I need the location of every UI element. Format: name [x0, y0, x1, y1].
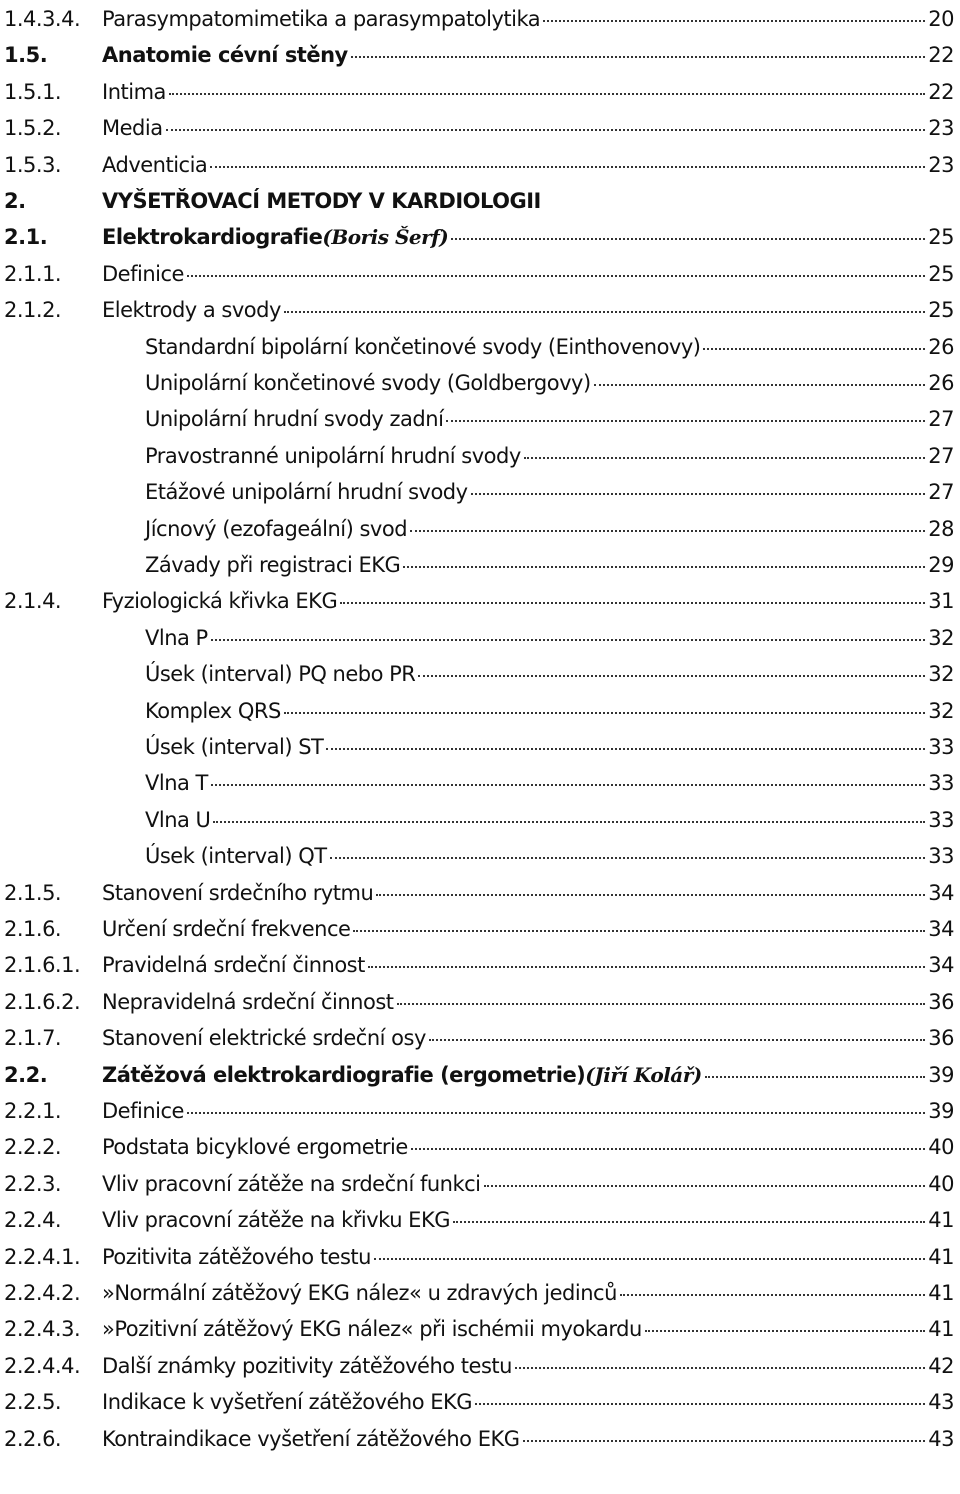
toc-entry-body: [145, 329, 954, 366]
toc-entry-number: 2.2.6.: [4, 1426, 62, 1451]
toc-entry-title: Podstata bicyklové ergometrie: [102, 1135, 408, 1160]
toc-entry-title: Zátěžová elektrokardiografie (ergometrie): [102, 1062, 586, 1087]
dot-leader: [705, 1076, 926, 1078]
toc-entry-page-number: 39: [928, 1099, 954, 1123]
toc-entry-body: [145, 693, 954, 730]
toc-entry-page-number: 41: [928, 1244, 954, 1269]
dot-leader: [211, 784, 925, 786]
toc-entry-number: 2.: [4, 189, 26, 213]
toc-entry: [0, 1093, 960, 1130]
toc-entry: [0, 37, 960, 74]
toc-entry-page-number: 32: [928, 625, 954, 650]
dot-leader: [451, 238, 925, 240]
toc-entry: [0, 256, 960, 293]
toc-entry-page-number: 40: [928, 1171, 954, 1196]
toc-entry-body: [145, 656, 954, 693]
dot-leader: [210, 166, 925, 168]
toc-entry-title: Další známky pozitivity zátěžového testu: [102, 1353, 512, 1378]
toc-entry: [0, 656, 960, 693]
dot-leader: [524, 457, 926, 459]
toc-entry-body: [145, 802, 954, 839]
toc-entry: [0, 765, 960, 802]
toc-entry-number: 2.1.6.1.: [4, 953, 81, 978]
toc-entry-title: Vliv pracovní zátěže na srdeční funkci: [102, 1171, 481, 1196]
toc-entry-body: [102, 74, 954, 111]
toc-entry-page-number: 43: [928, 1426, 954, 1451]
toc-entry: [0, 292, 960, 329]
toc-entry-title: Parasympatomimetika a parasympatolytika: [102, 7, 541, 31]
dot-leader: [703, 348, 925, 350]
toc-entry-title: Stanovení elektrické srdeční osy: [102, 1026, 426, 1051]
dot-leader: [411, 1148, 925, 1150]
toc-entry-number: 2.2.4.: [4, 1208, 62, 1233]
toc-entry-page-number: 25: [928, 298, 954, 323]
toc-entry-body: [102, 1020, 954, 1057]
toc-entry: [0, 911, 960, 948]
toc-entry: [0, 583, 960, 620]
toc-entry-page-number: 33: [928, 807, 954, 832]
toc-entry-title: Definice: [102, 1099, 184, 1123]
dot-leader: [374, 1258, 925, 1260]
dot-leader: [418, 675, 925, 677]
toc-entry-body: [102, 875, 954, 912]
toc-entry: [0, 729, 960, 766]
toc-entry-page-number: 26: [928, 371, 954, 395]
toc-entry: [0, 474, 960, 511]
toc-entry-number: 1.5.2.: [4, 116, 62, 141]
toc-entry-body: [145, 474, 954, 511]
toc-entry-page-number: 33: [928, 771, 954, 796]
toc-entry-number: 2.1.4.: [4, 589, 62, 614]
toc-entry-body: [102, 110, 954, 147]
dot-leader: [340, 602, 925, 604]
toc-entry-title: Jícnový (ezofageální) svod: [145, 516, 408, 541]
toc-entry-title: Unipolární končetinové svody (Goldbergovy): [145, 371, 591, 395]
toc-entry-body: [145, 765, 954, 802]
toc-entry-number: 2.1.: [4, 225, 48, 250]
toc-entry-number: 2.2.4.1.: [4, 1244, 81, 1269]
dot-leader: [543, 20, 925, 22]
dot-leader: [515, 1367, 925, 1369]
toc-entry-page-number: 34: [928, 880, 954, 905]
toc-entry-number: 1.4.3.4.: [4, 7, 81, 31]
toc-entry: [0, 947, 960, 984]
toc-entry-title: VYŠETŘOVACÍ METODY V KARDIOLOGII: [102, 189, 541, 213]
dot-leader: [169, 93, 925, 95]
toc-entry: [0, 547, 960, 584]
toc-entry-title: Úsek (interval) ST: [145, 735, 324, 759]
dot-leader: [330, 857, 926, 859]
toc-entry-number: 1.5.1.: [4, 79, 62, 104]
dot-leader: [353, 930, 925, 932]
toc-entry-title: Vlna P: [145, 625, 208, 650]
toc-entry-title: »Pozitivní zátěžový EKG nález« při ischémii myokardu: [102, 1317, 642, 1342]
dot-leader: [446, 420, 925, 422]
toc-entry-number: 2.2.4.2.: [4, 1281, 81, 1305]
toc-entry: [0, 1239, 960, 1276]
toc-entry-page-number: 34: [928, 917, 954, 941]
toc-entry-page-number: 27: [928, 407, 954, 432]
toc-entry-number: 2.1.5.: [4, 880, 62, 905]
toc-entry-body: [102, 1275, 954, 1312]
toc-entry-page-number: 39: [928, 1062, 954, 1087]
toc-entry-body: [145, 838, 954, 875]
toc-entry-page-number: 27: [928, 480, 954, 505]
toc-entry: [0, 401, 960, 438]
toc-entry-body: [145, 511, 954, 548]
toc-entry: [0, 693, 960, 730]
dot-leader: [484, 1185, 926, 1187]
toc-entry-page-number: 22: [928, 79, 954, 104]
toc-entry-body: [102, 1348, 954, 1385]
toc-entry-title: Úsek (interval) QT: [145, 844, 327, 869]
toc-entry-title: Pravidelná srdeční činnost: [102, 953, 365, 978]
toc-entry-title: Vlna U: [145, 807, 211, 832]
toc-entry: [0, 802, 960, 839]
toc-entry: [0, 1057, 960, 1094]
toc-entry-body: [145, 365, 954, 402]
toc-entry-page-number: 41: [928, 1208, 954, 1233]
toc-entry: [0, 1202, 960, 1239]
toc-entry-body: [102, 1166, 954, 1203]
toc-entry-body: [102, 1384, 954, 1421]
toc-entry-title: Pravostranné unipolární hrudní svody: [145, 443, 521, 468]
toc-entry-page-number: 25: [928, 225, 954, 250]
toc-entry-number: 2.1.2.: [4, 298, 62, 323]
dot-leader: [166, 129, 926, 131]
dot-leader: [187, 1112, 925, 1114]
toc-entry: [0, 74, 960, 111]
dot-leader: [213, 821, 925, 823]
toc-entry-number: 2.2.4.4.: [4, 1353, 81, 1378]
toc-entry-page-number: 29: [928, 553, 954, 577]
toc-entry: [0, 1348, 960, 1385]
dot-leader: [523, 1440, 926, 1442]
toc-entry-page-number: 42: [928, 1353, 954, 1378]
toc-entry-page-number: 32: [928, 662, 954, 687]
toc-entry-title: Indikace k vyšetření zátěžového EKG: [102, 1390, 473, 1415]
toc-entry-number: 2.2.4.3.: [4, 1317, 81, 1342]
toc-entry-body: [145, 729, 954, 766]
toc-entry-title: Pozitivita zátěžového testu: [102, 1244, 371, 1269]
toc-entry-body: [102, 1202, 954, 1239]
toc-entry-title: Media: [102, 116, 163, 141]
toc-entry-title: Nepravidelná srdeční činnost: [102, 989, 394, 1014]
toc-entry-title: Elektrokardiografie: [102, 225, 323, 250]
toc-entry-body: [102, 1057, 954, 1094]
toc-entry-title: Určení srdeční frekvence: [102, 917, 351, 941]
toc-entry-title: »Normální zátěžový EKG nález« u zdravých jedinců: [102, 1281, 617, 1305]
toc-entry: [0, 1311, 960, 1348]
toc-entry-title: Adventicia: [102, 152, 208, 177]
toc-entry-title: Definice: [102, 261, 184, 286]
dot-leader: [351, 56, 926, 58]
toc-entry: [0, 875, 960, 912]
toc-entry-page-number: 40: [928, 1135, 954, 1160]
toc-entry-body: [102, 292, 954, 329]
dot-leader: [211, 639, 926, 641]
toc-entry-number: 2.2.5.: [4, 1390, 62, 1415]
toc-entry-number: 2.1.6.2.: [4, 989, 81, 1014]
toc-entry-number: 2.2.2.: [4, 1135, 62, 1160]
toc-entry-body: [102, 256, 954, 293]
toc-entry: [0, 110, 960, 147]
toc-entry-body: [102, 1421, 954, 1458]
dot-leader: [368, 966, 925, 968]
toc-entry-number: 2.1.6.: [4, 917, 62, 941]
dot-leader: [471, 493, 926, 495]
toc-entry-body: [102, 183, 954, 220]
toc-entry: [0, 219, 960, 256]
dot-leader: [594, 384, 926, 386]
toc-entry-page-number: 23: [928, 152, 954, 177]
dot-leader: [397, 1003, 926, 1005]
toc-entry-body: [102, 947, 954, 984]
toc-entry: [0, 1166, 960, 1203]
toc-entry-title: Vlna T: [145, 771, 208, 796]
toc-entry-number: 2.2.: [4, 1062, 48, 1087]
toc-entry: [0, 183, 960, 220]
toc-entry: [0, 1129, 960, 1166]
dot-leader: [187, 275, 925, 277]
toc-entry-body: [102, 219, 954, 256]
toc-entry-body: [145, 438, 954, 475]
toc-entry-page-number: 20: [928, 7, 954, 31]
toc-entry: [0, 838, 960, 875]
toc-entry-body: [145, 547, 954, 584]
toc-entry-page-number: 41: [928, 1281, 954, 1305]
toc-entry-number: 2.1.7.: [4, 1026, 62, 1051]
toc-entry-title: Standardní bipolární končetinové svody (Einthovenovy): [145, 334, 701, 359]
dot-leader: [620, 1294, 925, 1296]
toc-entry-title: Unipolární hrudní svody zadní: [145, 407, 444, 432]
dot-leader: [403, 566, 925, 568]
toc-entry-number: 1.5.: [4, 43, 48, 68]
toc-entry-body: [102, 1, 954, 38]
toc-entry-title: Stanovení srdečního rytmu: [102, 880, 374, 905]
toc-entry: [0, 147, 960, 184]
toc-entry-body: [102, 1093, 954, 1130]
toc-entry-page-number: 27: [928, 443, 954, 468]
toc-entry-page-number: 32: [928, 698, 954, 723]
toc-entry: [0, 1, 960, 38]
toc-entry-number: 1.5.3.: [4, 152, 62, 177]
dot-leader: [284, 311, 925, 313]
dot-leader: [284, 712, 925, 714]
toc-entry-page-number: 36: [928, 989, 954, 1014]
toc-entry: [0, 620, 960, 657]
toc-entry-page-number: 22: [928, 43, 954, 68]
toc-entry-author: (Boris Šerf): [322, 225, 449, 250]
toc-entry-body: [102, 911, 954, 948]
toc-entry-title: Etážové unipolární hrudní svody: [145, 480, 468, 505]
dot-leader: [475, 1403, 925, 1405]
toc-entry-page-number: 25: [928, 261, 954, 286]
dot-leader: [645, 1330, 925, 1332]
toc-entry-number: 2.1.1.: [4, 261, 62, 286]
toc-entry-number: 2.2.1.: [4, 1099, 62, 1123]
toc-entry-body: [102, 1311, 954, 1348]
toc-entry: [0, 365, 960, 402]
toc-entry-number: 2.2.3.: [4, 1171, 62, 1196]
toc-entry-page-number: 23: [928, 116, 954, 141]
toc-entry: [0, 329, 960, 366]
toc-entry: [0, 1275, 960, 1312]
toc-entry: [0, 1384, 960, 1421]
dot-leader: [376, 894, 925, 896]
dot-leader: [453, 1221, 925, 1223]
toc-entry-body: [145, 401, 954, 438]
toc-entry-author: (Jiří Kolář): [585, 1062, 702, 1087]
toc-entry: [0, 438, 960, 475]
toc-entry-body: [145, 620, 954, 657]
toc-entry-title: Komplex QRS: [145, 698, 281, 723]
toc-entry-page-number: 36: [928, 1026, 954, 1051]
dot-leader: [410, 530, 925, 532]
toc-entry-page-number: 26: [928, 334, 954, 359]
toc-entry-page-number: 43: [928, 1390, 954, 1415]
toc-entry-body: [102, 984, 954, 1021]
toc-entry-page-number: 28: [928, 516, 954, 541]
toc-entry: [0, 984, 960, 1021]
toc-entry: [0, 511, 960, 548]
toc-entry-page-number: 41: [928, 1317, 954, 1342]
dot-leader: [429, 1039, 925, 1041]
toc-entry-title: Anatomie cévní stěny: [102, 43, 348, 68]
toc-entry: [0, 1020, 960, 1057]
toc-entry-body: [102, 1239, 954, 1276]
toc-entry-title: Intima: [102, 79, 166, 104]
toc-entry-title: Úsek (interval) PQ nebo PR: [145, 662, 416, 687]
toc-entry-body: [102, 37, 954, 74]
toc-entry: [0, 1421, 960, 1458]
toc-entry-title: Vliv pracovní zátěže na křivku EKG: [102, 1208, 450, 1233]
toc-entry-page-number: 33: [928, 844, 954, 869]
toc-entry-body: [102, 1129, 954, 1166]
toc-entry-page-number: 31: [928, 589, 954, 614]
toc-entry-title: Elektrody a svody: [102, 298, 281, 323]
toc-entry-body: [102, 147, 954, 184]
toc-entry-title: Fyziologická křivka EKG: [102, 589, 338, 614]
toc-entry-page-number: 33: [928, 735, 954, 759]
toc-entry-title: Závady při registraci EKG: [145, 553, 401, 577]
toc-entry-title: Kontraindikace vyšetření zátěžového EKG: [102, 1426, 520, 1451]
toc-entry-page-number: 34: [928, 953, 954, 978]
dot-leader: [326, 748, 925, 750]
toc-entry-body: [102, 583, 954, 620]
